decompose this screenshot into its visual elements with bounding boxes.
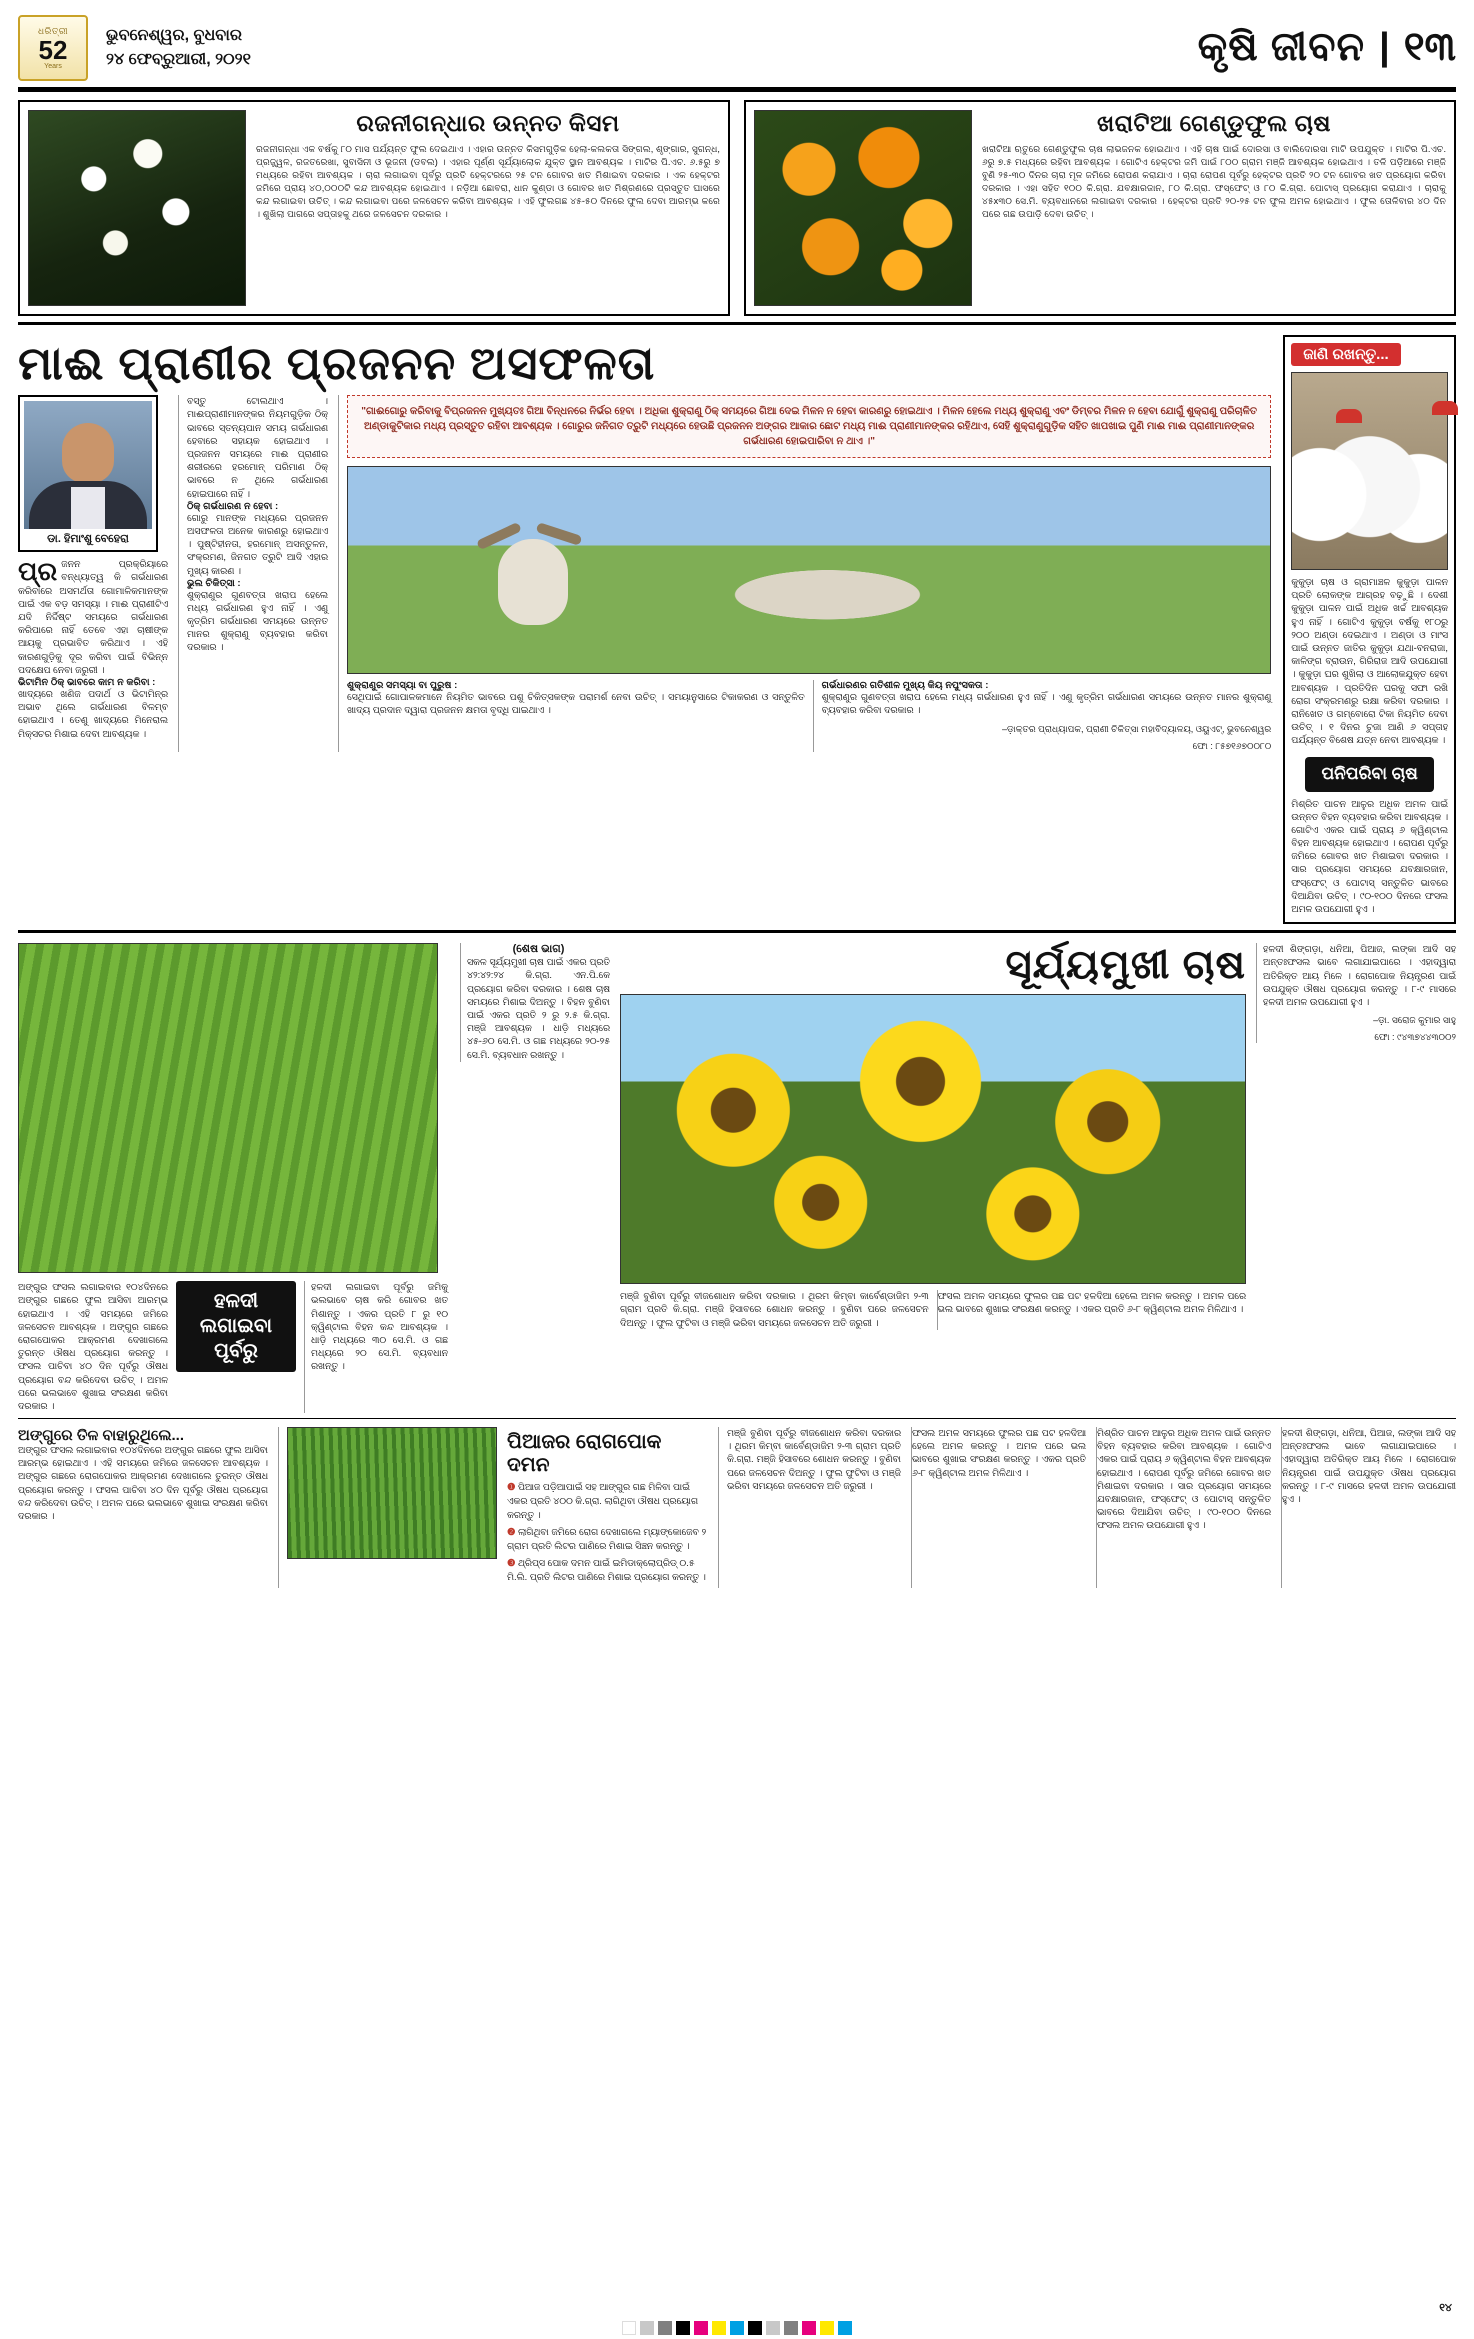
sunflower-signature: –ଡ଼ା. ସରୋଜ କୁମାର ସାହୁ <box>1373 1015 1456 1026</box>
feature-subhead-c: ଭୁଲ ଚିକିତ୍ସା : <box>187 577 241 589</box>
logo-years-label: Years <box>44 62 62 70</box>
onion-field-photo <box>287 1427 497 1559</box>
feature-column-2 <box>178 395 328 751</box>
feature-text-0: ବସ୍ତୁ ଟୋଲଥାଏ । ମାଈପ୍ରାଣୀମାନଙ୍କର ନିୟମଗୁଡ଼ିକ ଠିକ୍ ଭାବରେ ସ୍ତନ୍ୟପାନ ସମୟ ଗର୍ଭଧାରଣ ହେବାରେ ସହାୟକ ହୋଇଥାଏ । ପ୍ରଜନନ ସମୟରେ ମାଈ ପ୍ରାଣୀର ଶରୀରରେ ହରମୋନ୍ ପରିମାଣ ଠିକ୍ ଭାବରେ ନ ଥିଲେ ଗର୍ଭଧାରଣ ହୋଇପାରେ ନାହିଁ । <box>187 396 328 499</box>
masthead <box>18 14 1456 92</box>
onion-point-2: ଲାଗିଥିବା ଜମିରେ ରୋଗ ଦେଖାଗଲେ ମ୍ୟାଙ୍କୋଜେବ ୨ ଗ୍ରାମ ପ୍ରତି ଲିଟର ପାଣିରେ ମିଶାଇ ସିଞ୍ଚନ କରନ୍ତୁ । <box>507 1526 707 1551</box>
main-feature <box>18 335 1456 924</box>
divider-rule-3 <box>18 1418 1456 1419</box>
bottom-strip <box>18 1427 1456 1588</box>
tuberose-body: ରଜନୀଗନ୍ଧା ଏକ ବର୍ଷକୁ ୮୦ ମାସ ପର୍ଯ୍ୟନ୍ତ ଫୁଲ ଦେଇଥାଏ । ଏହାର ଉନ୍ନତ କିସମଗୁଡ଼ିକ ହେଲା-କଲକତା ସିଙ୍ଗଲ, ଶୃଙ୍ଗାର, ସୁଗନ୍ଧ, ପ୍ରଜ୍ଜ୍ୱଳ, ରଜତରେଖା, ସୁବାସିନୀ ଓ ଭୂଜନୀ (ଡବଲ) । ଏହାର ପୂର୍ଣ୍ଣ ସୂର୍ଯ୍ୟାଲୋକ ଯୁକ୍ତ ସ୍ଥାନ ଆବଶ୍ୟକ । ମାଟିର ପି.ଏଚ. ୬.୫ରୁ ୭ ମଧ୍ୟରେ ରହିବା ଆବଶ୍ୟକ । ଚାରା ଲଗାଇବା ପୂର୍ବରୁ ପ୍ରତି ହେକ୍ଟରରେ ୨୫ ଟନ ଗୋବର ଖତ ମିଶାଇବା ଦରକାର । ଏକ ହେକ୍ଟର ଜମିରେ ପ୍ରାୟ ୪୦,୦୦୦ଟି କନ୍ଦ ଆବଶ୍ୟକ ହୋଇଥାଏ । ନଡ଼ିଆ ଛୋବରା, ଧାନ କୁଣ୍ଡା ଓ ଗୋବର ଖତ ମିଶ୍ରଣରେ ପ୍ରସ୍ତୁତ ଘାସରେ କନ୍ଦ ଲଗାଇବା ଉଚିତ୍ । କନ୍ଦ ଲଗାଇବା ପରେ ଜଳସେଚନ କରିବା ଆବଶ୍ୟକ । ଏହି ଫୁଲଗଛ ୪୫-୫୦ ଦିନରେ ଫୁଲ ଦେବା ଆରମ୍ଭ କରେ । ଶୁଖିଲା ପାଗରେ ସପ୍ତାହକୁ ଥରେ ଜଳସେଚନ ଦରକାର । <box>256 144 720 220</box>
turmeric-badge: ହଳଦୀ ଲଗାଇବା ପୂର୍ବରୁ <box>176 1281 296 1372</box>
section-masthead <box>1198 25 1456 70</box>
dateline-place: ଭୁବନେଶ୍ୱର, ବୁଧବାର <box>106 26 242 44</box>
color-swatch <box>820 2321 834 2335</box>
bottom-text-d: ହଳଦୀ ଶିଙ୍ଗଡ଼ା, ଧନିଆ, ପିଆଜ, ଲଙ୍କା ଆଦି ସହ ଅନ୍ତଃଫସଲ ଭାବେ ଲଗାଯାଇପାରେ । ଏହାଦ୍ୱାରା ଅତିରିକ୍ତ ଆୟ ମିଳେ । ରୋଗପୋକ ନିୟନ୍ତ୍ରଣ ପାଇଁ ଉପଯୁକ୍ତ ଔଷଧ ପ୍ରୟୋଗ କରନ୍ତୁ । ୮-୯ ମାସରେ ହଳଦୀ ଅମଳ ଉପଯୋଗୀ ହୁଏ । <box>1281 1427 1456 1588</box>
vegetable-body: ମିଶ୍ରିତ ପାଚନ ଆଳୁର ଅଧିକ ଅମଳ ପାଇଁ ଉନ୍ନତ ବିହନ ବ୍ୟବହାର କରିବା ଆବଶ୍ୟକ । ଗୋଟିଏ ଏକର ପାଇଁ ପ୍ରାୟ ୬ କ୍ୱିଣ୍ଟାଲ ବିହନ ଆବଶ୍ୟକ ହୋଇଥାଏ । ରୋପଣ ପୂର୍ବରୁ ଜମିରେ ଗୋବର ଖତ ମିଶାଇବା ଦରକାର । ସାର ପ୍ରୟୋଗ ସମୟରେ ଯବକ୍ଷାରଜାନ, ଫସ୍‌ଫେଟ୍‌ ଓ ପୋଟାସ୍‌ ସନ୍ତୁଳିତ ଭାବରେ ଦିଆଯିବା ଉଚିତ୍ । ୯୦-୧୦୦ ଦିନରେ ଫସଲ ଅମଳ ଉପଯୋଗୀ ହୁଏ । <box>1291 798 1448 915</box>
sunflower-left <box>18 943 448 1413</box>
sunflower-field-photo <box>620 994 1246 1284</box>
feature-column-3 <box>338 395 1271 751</box>
sesame-article <box>18 1427 268 1588</box>
feature-phone: ଫୋ : ୮୫୭୧୬୭୦୦୮୦ <box>1192 740 1272 751</box>
vegetable-badge-wrap <box>1291 757 1448 791</box>
poultry-body: କୁକୁଡ଼ା ଚାଷ ଓ ଗ୍ରାମାଞ୍ଚଳ କୁକୁଡ଼ା ପାଳନ ପ୍ରତି ଲୋକଙ୍କ ଆଗ୍ରହ ବଢ଼ୁଛି । ଦେଶୀ କୁକୁଡ଼ା ପାଳନ ପାଇଁ ଅଧିକ ଖର୍ଚ୍ଚ ଆବଶ୍ୟକ ହୁଏ ନାହିଁ । ଗୋଟିଏ କୁକୁଡ଼ା ବର୍ଷକୁ ୧୮୦ରୁ ୨୦୦ ଅଣ୍ଡା ଦେଇଥାଏ । ଅଣ୍ଡା ଓ ମାଂସ ପାଇଁ ଉନ୍ନତ ଜାତିର କୁକୁଡ଼ା ଯଥା-ବନରାଜା, କାଳିଙ୍ଗ ବ୍ରାଉନ, ଗିରିରାଜ ଆଦି ଉପଯୋଗୀ । କୁକୁଡ଼ା ଘର ଶୁଖିଲା ଓ ଆଲୋକଯୁକ୍ତ ହେବା ଆବଶ୍ୟକ । ପ୍ରତିଦିନ ଘରକୁ ସଫା ରଖି ରୋଗ ସଂକ୍ରମଣରୁ ରକ୍ଷା କରିବା ଦରକାର । ରାନିଖେତ ଓ ଗମ୍ବୋରୋ ଟିକା ନିୟମିତ ଦେବା ଉଚିତ୍ । ୧ ଦିନର ଚୁଜା ଆଣି ୬ ସପ୍ତାହ ପର୍ଯ୍ୟନ୍ତ ବିଶେଷ ଯତ୍ନ ନେବା ଆବଶ୍ୟକ । <box>1291 577 1448 746</box>
color-swatch <box>838 2321 852 2335</box>
feature-subhead-b: ଭିଟାମିନ ଠିକ୍ ଭାବରେ କାମ ନ କରିବା : <box>18 676 156 688</box>
publication-logo <box>18 15 88 81</box>
feature-text-3: ସେଥିପାଇଁ ଗୋପାଳକମାନେ ନିୟମିତ ଭାବରେ ପଶୁ ଚିକିତ୍ସକଙ୍କ ପରାମର୍ଶ ନେବା ଉଚିତ୍ । ସମୟାନୁସାରେ ଟିକାକରଣ ଓ ସନ୍ତୁଳିତ ଖାଦ୍ୟ ପ୍ରଦାନ ଦ୍ୱାରା ପ୍ରଜନନ କ୍ଷମତା ବୃଦ୍ଧି ପାଇଥାଏ । <box>347 692 805 716</box>
marigold-headline: ଖରାଟିଆ ଗେଣ୍ଡୁଫୁଲ ଚାଷ <box>1097 110 1331 136</box>
turmeric-text: ହଳଦୀ ଲଗାଇବା ପୂର୍ବରୁ ଜମିକୁ ଭଲଭାବେ ଚାଷ କରି ଗୋବର ଖତ ମିଶାନ୍ତୁ । ଏକର ପ୍ରତି ୮ ରୁ ୧୦ କ୍ୱିଣ୍ଟାଲ ବିହନ କନ୍ଦ ଆବଶ୍ୟକ । ଧାଡ଼ି ମଧ୍ୟରେ ୩୦ ସେ.ମି. ଓ ଗଛ ମଧ୍ୟରେ ୨୦ ସେ.ମି. ବ୍ୟବଧାନ ରଖନ୍ତୁ । <box>311 1282 448 1372</box>
sunflower-headline: ସୂର୍ଯ୍ୟମୁଖୀ ଚାଷ <box>1005 943 1246 988</box>
story-marigold <box>744 100 1456 316</box>
dateline-date: ୨୪ ଫେବ୍ରୁଆରୀ, ୨୦୨୧ <box>106 50 251 68</box>
cow-in-field-photo <box>347 466 1271 674</box>
dateline <box>106 24 271 72</box>
feature-text-1: ପ୍ରଜନନ ପ୍ରକ୍ରିୟାରେ ବନ୍ଧ୍ୟାତ୍ୱ କି ଗର୍ଭଧାରଣ କରିବାରେ ଅସମର୍ଥତା ଗୋମାଳିକମାନଙ୍କ ପାଇଁ ଏକ ବଡ଼ ସମସ୍ୟା । ମାଈ ପ୍ରାଣୀଟିଏ ଯଦି ନିର୍ଦ୍ଦିଷ୍ଟ ସମୟରେ ଗର୍ଭଧାରଣ କରିପାରେ ନାହିଁ ତେବେ ଏହା ଚାଷୀଙ୍କ ଆୟକୁ ପ୍ରଭାବିତ କରିଥାଏ । ଏହି କାରଣଗୁଡ଼ିକୁ ଦୂର କରିବା ପାଇଁ ବିଭିନ୍ନ ପଦକ୍ଷେପ ନେବା ଜରୁରୀ । <box>18 556 168 675</box>
feature-subhead-e: ଗର୍ଭଧାରଣର ଗତିଶୀଳ ମୁଖ୍ୟ କିୟ ନପୁଂସକତା : <box>821 680 989 692</box>
feature-text-2: ଗୋରୁ ମାନଙ୍କ ମଧ୍ୟରେ ପ୍ରଜନନ ଅସଫଳତା ଅନେକ କାରଣରୁ ହୋଇଥାଏ । ପୁଷ୍ଟିହୀନତା, ହରମୋନ୍ ଅସନ୍ତୁଳନ, ସଂକ୍ରମଣ, ଜିନଗତ ତ୍ରୁଟି ଆଦି ଏହାର ମୁଖ୍ୟ କାରଣ । <box>187 512 328 576</box>
sesame-body: ଅଙ୍ଗୁର ଫସଲ ଲଗାଇବାର ୧୦୪ଦିନରେ ଅଙ୍ଗୁର ଗଛରେ ଫୁଲ ଆସିବା ଆରମ୍ଭ ହୋଇଥାଏ । ଏହି ସମୟରେ ଜମିରେ ଜଳସେଚନ ଆବଶ୍ୟକ । ଅଙ୍ଗୁର ଗଛରେ ରୋଗପୋକର ଆକ୍ରମଣ ଦେଖାଗଲେ ତୁରନ୍ତ ଔଷଧ ପ୍ରୟୋଗ କରନ୍ତୁ । ଫସଲ ପାଚିବା ୪୦ ଦିନ ପୂର୍ବରୁ ଔଷଧ ପ୍ରୟୋଗ ବନ୍ଦ କରିଦେବା ଉଚିତ୍ । ଅମଳ ପରେ ଭଲଭାବେ ଶୁଖାଇ ସଂରକ୍ଷଣ କରିବା ଦରକାର । <box>18 1445 268 1522</box>
top-stories-row <box>18 100 1456 316</box>
bottom-text-c: ମିଶ୍ରିତ ପାଚନ ଆଳୁର ଅଧିକ ଅମଳ ପାଇଁ ଉନ୍ନତ ବିହନ ବ୍ୟବହାର କରିବା ଆବଶ୍ୟକ । ଗୋଟିଏ ଏକର ପାଇଁ ପ୍ରାୟ ୬ କ୍ୱିଣ୍ଟାଲ ବିହନ ଆବଶ୍ୟକ ହୋଇଥାଏ । ରୋପଣ ପୂର୍ବରୁ ଜମିରେ ଗୋବର ଖତ ମିଶାଇବା ଦରକାର । ସାର ପ୍ରୟୋଗ ସମୟରେ ଯବକ୍ଷାରଜାନ, ଫସ୍‌ଫେଟ୍‌ ଓ ପୋଟାସ୍‌ ସନ୍ତୁଳିତ ଭାବରେ ଦିଆଯିବା ଉଚିତ୍ । ୯୦-୧୦୦ ଦିନରେ ଫସଲ ଅମଳ ଉପଯୋଗୀ ହୁଏ । <box>1096 1427 1271 1588</box>
page-number: ୧୩ <box>1403 25 1456 69</box>
color-swatch <box>712 2321 726 2335</box>
author-portrait <box>24 401 152 529</box>
feature-column-1 <box>18 395 168 751</box>
sesame-headline: ଅଙ୍ଗୁରେ ତିଳ ବାହାରୁଥିଲେ... <box>18 1427 184 1445</box>
onion-point-1: ପିଆଜ ପଡ଼ିଆପାଇଁ ସହ ଆଙ୍ଗୁର ଗଛ ମିଳିବା ପାଇଁ ଏକର ପ୍ରତି ୪୦୦ କି.ଗ୍ରା. ଲାଗିଥିବା ଔଷଧ ପ୍ରୟୋଗ କରନ୍ତୁ । <box>507 1482 699 1520</box>
section-title: କୃଷି ଜୀବନ <box>1197 25 1366 69</box>
print-color-bar <box>0 2317 1474 2339</box>
color-swatch <box>622 2321 636 2335</box>
know-tag-badge: ଜାଣି ରଖନ୍ତୁ... <box>1291 343 1400 366</box>
onion-article <box>278 1427 708 1588</box>
masthead-separator: | <box>1379 26 1390 68</box>
folio-number: ୧୪ <box>1439 2302 1452 2314</box>
color-swatch <box>694 2321 708 2335</box>
color-swatch <box>748 2321 762 2335</box>
sunflower-text-2: ଫସଲ ଅମଳ ସମୟରେ ଫୁଲର ପଛ ପଟ ହଳଦିଆ ହେଲେ ଅମଳ କରନ୍ତୁ । ଅମଳ ପରେ ଭଲ ଭାବରେ ଶୁଖାଇ ସଂରକ୍ଷଣ କରନ୍ତୁ । ଏକର ପ୍ରତି ୬-୮ କ୍ୱିଣ୍ଟାଲ ଅମଳ ମିଳିଥାଏ । <box>937 1290 1247 1330</box>
logo-top-text: ଧରିତ୍ରୀ <box>37 25 69 36</box>
feature-text-5b: ଶୁକ୍ରାଣୁର ଗୁଣବତ୍ତା ଖରାପ ହେଲେ ମଧ୍ୟ ଗର୍ଭଧାରଣ ହୁଏ ନାହିଁ । ଏଣୁ କୃତ୍ରିମ ଗର୍ଭଧାରଣ ସମୟରେ ଉନ୍ନତ ମାନର ଶୁକ୍ରାଣୁ ବ୍ୟବହାର କରିବା ଦରକାର । <box>821 692 1272 716</box>
author-name: ଡା. ହିମାଂଶୁ ବେହେରା <box>47 533 129 546</box>
marigold-body: ଖରାଟିଆ ଋତୁରେ ଗେଣ୍ଡୁଫୁଲ ଚାଷ ଲାଭଜନକ ହୋଇଥାଏ । ଏହି ଚାଷ ପାଇଁ ଦୋରସା ଓ ବାଲିଦୋରସା ମାଟି ଉପଯୁକ୍ତ । ମାଟିର ପି.ଏଚ. ୬ରୁ ୭.୫ ମଧ୍ୟରେ ରହିବା ଆବଶ୍ୟକ । ଗୋଟିଏ ହେକ୍ଟର ଜମି ପାଇଁ ୮୦୦ ଗ୍ରାମ ମଞ୍ଜି ଆବଶ୍ୟକ ହୋଇଥାଏ । ତଳି ପଡ଼ିଆରେ ମଞ୍ଜି ବୁଣି ୨୫-୩୦ ଦିନର ଚାରା ମୂଳ ଜମିରେ ରୋପଣ କରାଯାଏ । ଚାରା ରୋପଣ ପୂର୍ବରୁ ହେକ୍ଟର ପ୍ରତି ୨୦ ଟନ ଗୋବର ଖତ ପ୍ରୟୋଗ କରିବା ଦରକାର । ଏହା ସହିତ ୧୦୦ କି.ଗ୍ରା. ଯବକ୍ଷାରଜାନ, ୮୦ କି.ଗ୍ରା. ଫସ୍‌ଫେଟ୍‌ ଓ ୮୦ କି.ଗ୍ରା. ପୋଟାସ୍‌ ପ୍ରୟୋଗ କରାଯାଏ । ଚାରାକୁ ୪୫x୩୦ ସେ.ମି. ବ୍ୟବଧାନରେ ଲଗାଇବା ଦରକାର । ହେକ୍ଟର ପ୍ରତି ୨୦-୨୫ ଟନ ଫୁଲ ଅମଳ ହୋଇଥାଏ । ଫୁଲ ତୋଳିବାର ୪୦ ଦିନ ପରେ ଗଛ ଉପାଡ଼ି ଦେବା ଉଚିତ୍ । <box>982 144 1446 220</box>
onion-point-3: ଥ୍ରିପ୍ସ ପୋକ ଦମନ ପାଇଁ ଇମିଡାକ୍ଲୋପ୍ରିଡ୍ ୦.୫ ମି.ଲି. ପ୍ରତି ଲିଟର ପାଣିରେ ମିଶାଇ ପ୍ରୟୋଗ କରନ୍ତୁ । <box>507 1557 706 1582</box>
maize-field-photo <box>18 943 438 1273</box>
marigold-flower-photo <box>754 110 972 306</box>
bottom-text-b: ଫସଲ ଅମଳ ସମୟରେ ଫୁଲର ପଛ ପଟ ହଳଦିଆ ହେଲେ ଅମଳ କରନ୍ତୁ । ଅମଳ ପରେ ଭଲ ଭାବରେ ଶୁଖାଇ ସଂରକ୍ଷଣ କରନ୍ତୁ । ଏକର ପ୍ରତି ୬-୮ କ୍ୱିଣ୍ଟାଲ ଅମଳ ମିଳିଥାଏ । <box>911 1427 1086 1588</box>
sunflower-text-0: ସକଳ ସୂର୍ଯ୍ୟମୁଖୀ ଚାଷ ପାଇଁ ଏକର ପ୍ରତି ୪୨:୪୨:୨୪ କି.ଗ୍ରା. ଏନ.ପି.କେ ପ୍ରୟୋଗ କରିବା ଦରକାର । ଶେଷ ଚାଷ ସମୟରେ ମିଶାଇ ଦିଅନ୍ତୁ । ବିହନ ବୁଣିବା ପାଇଁ ଏକର ପ୍ରତି ୨ ରୁ ୨.୫ କି.ଗ୍ରା. ମଞ୍ଜି ଆବଶ୍ୟକ । ଧାଡ଼ି ମଧ୍ୟରେ ୪୫-୬୦ ସେ.ମି. ଓ ଗଛ ମଧ୍ୟରେ ୨୦-୨୫ ସେ.ମି. ବ୍ୟବଧାନ ରଖନ୍ତୁ । <box>467 957 610 1060</box>
feature-text-4: ଖାଦ୍ୟରେ ଖଣିଜ ପଦାର୍ଥ ଓ ଭିଟାମିନ୍‌ର ଅଭାବ ଥିଲେ ଗର୍ଭଧାରଣ ବିଳମ୍ବ ହୋଇଥାଏ । ତେଣୁ ଖାଦ୍ୟରେ ମିନେରାଲ ମିକ୍ସଚର ମିଶାଇ ଦେବା ଆବଶ୍ୟକ । <box>18 688 168 739</box>
divider-rule-1 <box>18 322 1456 325</box>
bottom-extra-columns <box>718 1427 1456 1588</box>
color-swatch <box>784 2321 798 2335</box>
sunflower-continued-label: (ଶେଷ ଭାଗ) <box>512 943 565 956</box>
sidebar-know-box <box>1283 335 1456 924</box>
sunflower-phone: ଫୋ : ୯୪୩୭୪୪୩୦୦୨ <box>1374 1032 1456 1043</box>
sunflower-right <box>460 943 1456 1413</box>
list-item: ❷ ଲାଗିଥିବା ଜମିରେ ରୋଗ ଦେଖାଗଲେ ମ୍ୟାଙ୍କୋଜେବ ୨ ଗ୍ରାମ ପ୍ରତି ଲିଟର ପାଣିରେ ମିଶାଇ ସିଞ୍ଚନ କରନ୍ତୁ । <box>507 1526 707 1551</box>
poultry-hens-photo <box>1291 372 1448 570</box>
story-tuberose <box>18 100 730 316</box>
color-swatch <box>676 2321 690 2335</box>
sunflower-section <box>18 943 1456 1413</box>
onion-headline: ପିଆଜର ରୋଗପୋକ ଦମନ <box>507 1431 662 1477</box>
color-swatch <box>766 2321 780 2335</box>
bottom-text-a: ମଞ୍ଜି ବୁଣିବା ପୂର୍ବରୁ ବୀଜଶୋଧନ କରିବା ଦରକାର । ଥିରମ କିମ୍ବା କାର୍ବେଣ୍ଡାଜିମ ୨-୩ ଗ୍ରାମ ପ୍ରତି କି.ଗ୍ରା. ମଞ୍ଜି ହିସାବରେ ଶୋଧନ କରନ୍ତୁ । ବୁଣିବା ପରେ ଜଳସେଚନ ଦିଅନ୍ତୁ । ଫୁଲ ଫୁଟିବା ଓ ମଞ୍ଜି ଭରିବା ସମୟରେ ଜଳସେଚନ ଅତି ଜରୁରୀ । <box>727 1428 901 1491</box>
list-item: ❶ ପିଆଜ ପଡ଼ିଆପାଇଁ ସହ ଆଙ୍ଗୁର ଗଛ ମିଳିବା ପାଇଁ ଏକର ପ୍ରତି ୪୦୦ କି.ଗ୍ରା. ଲାଗିଥିବା ଔଷଧ ପ୍ରୟୋଗ କରନ୍ତୁ । <box>507 1482 699 1520</box>
author-box <box>18 395 158 552</box>
divider-rule-2 <box>18 930 1456 933</box>
list-item: ❸ ଥ୍ରିପ୍ସ ପୋକ ଦମନ ପାଇଁ ଇମିଡାକ୍ଲୋପ୍ରିଡ୍ ୦.୫ ମି.ଲି. ପ୍ରତି ଲିଟର ପାଣିରେ ମିଶାଇ ପ୍ରୟୋଗ କରନ୍ତୁ । <box>507 1557 706 1582</box>
color-swatch <box>658 2321 672 2335</box>
sunflower-text-4: ହଳଦୀ ଶିଙ୍ଗଡ଼ା, ଧନିଆ, ପିଆଜ, ଲଙ୍କା ଆଦି ସହ ଅନ୍ତଃଫସଲ ଭାବେ ଲଗାଯାଇପାରେ । ଏହାଦ୍ୱାରା ଅତିରିକ୍ତ ଆୟ ମିଳେ । ରୋଗପୋକ ନିୟନ୍ତ୍ରଣ ପାଇଁ ଉପଯୁକ୍ତ ଔଷଧ ପ୍ରୟୋଗ କରନ୍ତୁ । ୮-୯ ମାସରେ ହଳଦୀ ଅମଳ ଉପଯୋଗୀ ହୁଏ । <box>1263 944 1456 1007</box>
logo-anniversary-number: 52 <box>38 34 68 65</box>
vegetable-farming-badge: ପନିପରିବା ଚାଷ <box>1305 757 1433 791</box>
feature-signature: –ଡ଼ାକ୍ତର ପ୍ରାଧ୍ୟାପକ, ପ୍ରାଣୀ ଚିକିତ୍ସା ମହାବିଦ୍ୟାଳୟ, ଓୟୁଏଟ୍, ଭୁବନେଶ୍ୱର <box>1002 723 1272 734</box>
feature-text-5: ଶୁକ୍ରାଣୁର ଗୁଣବତ୍ତା ଖରାପ ହେଲେ ମଧ୍ୟ ଗର୍ଭଧାରଣ ହୁଏ ନାହିଁ । ଏଣୁ କୃତ୍ରିମ ଗର୍ଭଧାରଣ ସମୟରେ ଉନ୍ନତ ମାନର ଶୁକ୍ରାଣୁ ବ୍ୟବହାର କରିବା ଦରକାର । <box>187 589 328 653</box>
tuberose-flower-photo <box>28 110 246 306</box>
feature-pull-quote: "ଗାଈଗୋରୁ କରିବାକୁ ବିପ୍ରଜନନ ମୁଖ୍ୟତଃ ଗିଆ ବିନ୍ଧନରେ ନିର୍ଭର ହେବା । ଅଧିକା ଶୁକ୍ରାଣୁ ଠିକ୍‌ ସମୟରେ ଗିଆ ଦେଇ ମିଳନ ନ ହେବା କାରଣରୁ ହୋଇଥାଏ । ମିଳନ ହେଲେ ମଧ୍ୟ ଶୁକ୍ରାଣୁ ଏବଂ ଡିମ୍ବର ମିଳନ ନ ହେବା ଯୋଗୁଁ ଶୁକ୍ରାଣୁ ପରିଚାଳିତ ଅଣ୍ଡାକୁଟିକାର ମଧ୍ୟ ପ୍ରସ୍ତୁତ ରହିବା ଆବଶ୍ୟକ । ଗୋରୁର ଜନିଗତ ତ୍ରୁଟି ମଧ୍ୟରେ ହେଉଛି ପ୍ରଜନନ ଅଙ୍ଗର ଆକାର ଛୋଟ ମଧ୍ୟ ମାଈ ପ୍ରାଣୀମାନଙ୍କର ରହିଥାଏ, ସେହି ଶୁକ୍ରାଣୁଗୁଡ଼ିକ ସହିତ ଖାପଖାଇ ପୁଣି ମାଈ ମାଈ ପ୍ରାଣୀମାନଙ୍କର ଗର୍ଭଧାରଣ ହୋଇପାରିବା ନ ଥାଏ ।" <box>347 395 1271 458</box>
color-swatch <box>802 2321 816 2335</box>
color-swatch <box>730 2321 744 2335</box>
feature-subhead-a: ଠିକ୍ ଗର୍ଭଧାରଣ ନ ହେବା : <box>187 500 279 512</box>
feature-subhead-d: ଶୁକ୍ରାଣୁର ସମସ୍ୟା ବା ପୁରୁଷ : <box>347 680 458 692</box>
sesame-intro: ଅଙ୍ଗୁର ଫସଲ ଲଗାଇବାର ୧୦୪ଦିନରେ ଅଙ୍ଗୁର ଗଛରେ ଫୁଲ ଆସିବା ଆରମ୍ଭ ହୋଇଥାଏ । ଏହି ସମୟରେ ଜମିରେ ଜଳସେଚନ ଆବଶ୍ୟକ । ଅଙ୍ଗୁର ଗଛରେ ରୋଗପୋକର ଆକ୍ରମଣ ଦେଖାଗଲେ ତୁରନ୍ତ ଔଷଧ ପ୍ରୟୋଗ କରନ୍ତୁ । ଫସଲ ପାଚିବା ୪୦ ଦିନ ପୂର୍ବରୁ ଔଷଧ ପ୍ରୟୋଗ ବନ୍ଦ କରିଦେବା ଉଚିତ୍ । ଅମଳ ପରେ ଭଲଭାବେ ଶୁଖାଇ ସଂରକ୍ଷଣ କରିବା ଦରକାର । <box>18 1282 168 1411</box>
sunflower-text-1: ମଞ୍ଜି ବୁଣିବା ପୂର୍ବରୁ ବୀଜଶୋଧନ କରିବା ଦରକାର । ଥିରମ କିମ୍ବା କାର୍ବେଣ୍ଡାଜିମ ୨-୩ ଗ୍ରାମ ପ୍ରତି କି.ଗ୍ରା. ମଞ୍ଜି ହିସାବରେ ଶୋଧନ କରନ୍ତୁ । ବୁଣିବା ପରେ ଜଳସେଚନ ଦିଅନ୍ତୁ । ଫୁଲ ଫୁଟିବା ଓ ମଞ୍ଜି ଭରିବା ସମୟରେ ଜଳସେଚନ ଅତି ଜରୁରୀ । <box>620 1291 929 1328</box>
color-swatch <box>640 2321 654 2335</box>
feature-headline: ମାଈ ପ୍ରାଣୀର ପ୍ରଜନନ ଅସଫଳତା <box>18 337 656 389</box>
tuberose-headline: ରଜନୀଗନ୍ଧାର ଉନ୍ନତ କିସମ <box>356 110 620 136</box>
